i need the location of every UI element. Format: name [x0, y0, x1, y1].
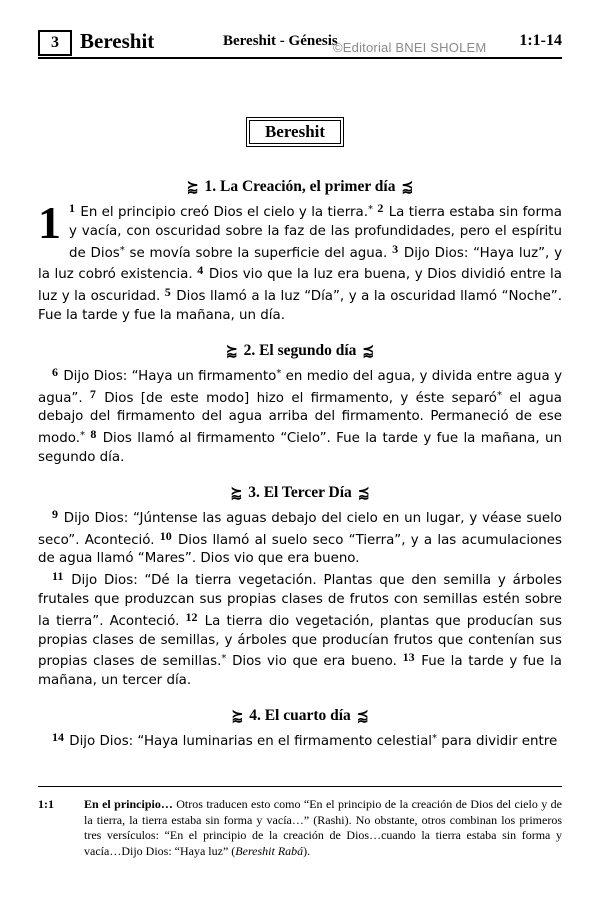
chapter-dropcap: 1: [38, 197, 61, 248]
verse-number: 12: [185, 609, 198, 624]
footnote-lemma: En el principio…: [84, 797, 173, 811]
verse-text: se movía sobre la superficie del agua.: [124, 245, 388, 261]
section-heading-1: [38, 175, 562, 199]
ornament-left-icon: ⪸: [186, 180, 199, 195]
verse-number: 5: [164, 285, 171, 300]
footnote-marker[interactable]: *: [79, 430, 85, 442]
verse-text: En el principio creó Dios el cielo y la tierra.: [80, 205, 368, 220]
scripture-body: [38, 175, 562, 752]
verse-number: 10: [159, 528, 172, 543]
verse-text: Dios llamó a la luz “Día”, y a la oscuridad llamó “Noche”. Fue la tarde y fue la mañana, un día.: [38, 289, 562, 323]
ornament-right-icon: ⪷: [357, 485, 370, 501]
header-divider: [38, 57, 562, 59]
paragraph: [38, 730, 562, 752]
book-subtitle: Bereshit - Génesis: [223, 33, 338, 49]
paragraph: [38, 569, 562, 691]
verse-number: 1: [69, 201, 75, 215]
verse-text: Dijo Dios: “Dé la tierra vegetación. Plantas que den semilla y árboles frutales que produzcan sus propias clases de frutos con semillas estén sobre la tierra”. Aconteció.: [38, 573, 562, 629]
footnote-marker[interactable]: *: [367, 204, 373, 215]
paragraph: [38, 365, 562, 468]
verse-text: en medio del agua, y divida entre agua y agua”.: [38, 368, 562, 406]
verse-number: 4: [197, 263, 204, 278]
section-heading-4: [38, 704, 562, 728]
section-title: 3. El Tercer Día: [248, 483, 352, 501]
footnote-marker[interactable]: *: [496, 389, 502, 401]
paragraph: [38, 197, 563, 326]
footnote-source: Bereshit Rabá: [235, 843, 304, 858]
verse-number: 8: [90, 427, 97, 442]
verse-number: 13: [402, 650, 415, 665]
ornament-right-icon: ⪷: [362, 343, 375, 359]
paragraph: [38, 507, 562, 569]
verse-text: Dijo Dios: “Júntense las aguas debajo del cielo en un lugar, y véase suelo seco”. Aconteció.: [38, 510, 562, 548]
footnote-marker[interactable]: *: [432, 732, 438, 744]
ornament-left-icon: ⪸: [225, 343, 238, 359]
footnote: [38, 797, 562, 859]
verse-text: La tierra estaba sin forma y vacía, con oscuridad sobre la faz de las profundidades, pero el espíritu de Dios: [69, 205, 562, 261]
running-header: [38, 30, 562, 56]
verse-number: 6: [52, 364, 58, 379]
verse-text: para dividir entre: [437, 733, 558, 749]
ornament-right-icon: ⪷: [401, 180, 414, 195]
verse-number: 9: [52, 506, 58, 521]
verse-number: 2: [377, 201, 384, 215]
ornament-right-icon: ⪷: [356, 708, 369, 724]
verse-text: Fue la tarde y fue la mañana, un tercer día.: [38, 654, 562, 689]
verse-text: Dijo Dios: “Haya luz”, y la luz cobró existencia.: [38, 245, 563, 283]
footnote-marker[interactable]: *: [276, 367, 282, 379]
section-title: 2. El segundo día: [243, 341, 357, 359]
footnote-end: ).: [303, 843, 311, 858]
verse-text: Dios llamó al firmamento “Cielo”. Fue la tarde y fue la mañana, un segundo día.: [38, 431, 562, 465]
verse-number: 11: [52, 569, 64, 584]
section-title: 4. El cuarto día: [249, 706, 351, 724]
footnote-reference: 1:1: [38, 797, 54, 811]
parashah-title: Bereshit: [249, 120, 341, 144]
verse-text: Dios vio que era bueno.: [226, 654, 397, 670]
section-heading-2: [38, 339, 562, 363]
footnote-body: [84, 797, 562, 859]
footnote-divider: [38, 786, 562, 787]
verse-text: La tierra dio vegetación, plantas que producían sus propias clases de semillas, y árboles que producían frutos que contenían sus propias clases de semillas.: [38, 613, 563, 670]
verse-text: Dios llamó al suelo seco “Tierra”, y a las acumulaciones de agua llamó “Mares”. Dios vio que era bueno.: [38, 532, 562, 567]
footnote-marker[interactable]: *: [119, 244, 125, 256]
section-title: 1. La Creación, el primer día: [204, 178, 396, 195]
book-title: Bereshit: [80, 29, 155, 53]
page-number: 3: [38, 30, 72, 56]
ornament-left-icon: ⪸: [230, 485, 243, 501]
verse-text: Dios vio que la luz era buena, y Dios dividió entre la luz y la oscuridad.: [38, 267, 562, 305]
verse-text: el agua debajo del firmamento del agua arriba del firmamento. Permaneció de ese modo.: [38, 390, 562, 447]
verse-number: 14: [52, 729, 64, 744]
ornament-left-icon: ⪸: [231, 708, 244, 724]
verse-text: Dios [de este modo] hizo el firmamento, y éste separó: [104, 390, 497, 406]
verse-number: 7: [89, 386, 96, 401]
verse-text: Dijo Dios: “Haya luminarias en el firmamento celestial: [69, 733, 433, 749]
chapter-reference: 1:1-14: [519, 32, 562, 49]
section-heading-3: [38, 481, 562, 505]
footnote-text: Otros traducen esto como “En el principio de la creación de Dios del cielo y de la tierra, la tierra estaba sin forma y vacía…” (Rashi). No obstante, otros combinan los primeros tres versículos: “En el principio de la creación de Dios…cuando la tierra estaba sin forma y vacía…Dijo Dios: “Haya luz” (: [84, 797, 562, 858]
verse-number: 3: [392, 241, 399, 256]
publisher-watermark: ©Editorial BNEI SHOLEM: [333, 40, 487, 55]
footnote-marker[interactable]: *: [221, 653, 227, 665]
verse-text: Dijo Dios: “Haya un firmamento: [63, 368, 277, 384]
parashah-title-box: [246, 117, 344, 147]
